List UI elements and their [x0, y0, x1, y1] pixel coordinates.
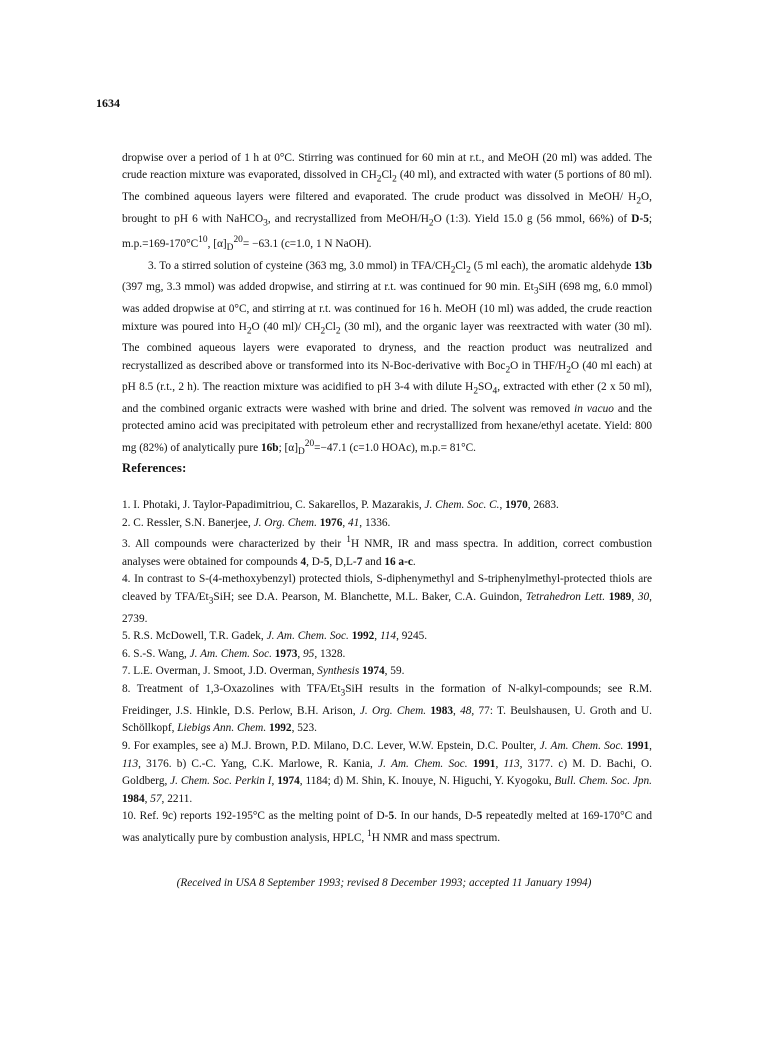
paragraph: dropwise over a period of 1 h at 0°C. Stirring was continued for 60 min at r.t., and MeOH (20 ml) was added. The crude reaction mixture was evaporated, dissolved in $CH_2Cl_2$ (40 ml), and extracted with water (5 portions of 80 ml). The combined aqueous layers were filtered and evaporated. The crude product was dissolved in MeOH/ $H_2O$, brought to pH 6 with NaHCO$_3$, and recrystallized from MeOH/$H_2O$ (1:3). Yield 15.0 g (56 mmol, 66%) of D-5; $m.p.=169-170^\circ C^{10}$, $[\alpha]_D^{20}= -63.1$ (c=1.0, 1 N NaOH). — [122, 152, 653, 254]
reference-item: 6. S.-S. Wang, J. Am. Chem. Soc. 1973, 95, 1328. — [122, 647, 346, 660]
received-dates: (Received in USA 8 September 1993; revised 8 December 1993; accepted 11 January 1994) — [176, 877, 592, 889]
references-list — [122, 497, 652, 847]
reference-item: 3. All compounds were characterized by their $^1$H NMR, IR and mass spectra. In addition, correct combustion analyses were obtained for compounds 4, D-5, D,L-7 and 16 a-c. — [122, 535, 652, 568]
reference-item: 4. In contrast to S-(4-methoxybenzyl) protected thiols, S-diphenymethyl and S-triphenylmethyl-protected thiols are cleaved by TFA/$Et_3SiH$; see D.A. Pearson, M. Blanchette, M.L. Baker, C.A. Guindon, Tetrahedron Lett. 1989, 30, 2739. — [122, 573, 652, 625]
reference-item: 10. Ref. 9c) reports 192-195°C as the melting point of D-5. In our hands, D-5 repeatedly melted at 169-170°C and was analytically pure by combustion analysis, HPLC, $^1$H NMR and mass spectrum. — [122, 810, 652, 844]
reference-item: 8. Treatment of 1,3-Oxazolines with TFA/$Et_3SiH$ results in the formation of N-alkyl-compounds; see R.M. Freidinger, J.S. Hinkle, D.S. Perlow, B.H. Arison, J. Org. Chem. 1983, 48, 77: T. Beulshausen, U. Groth and U. Schöllkopf, Liebigs Ann. Chem. 1992, 523. — [122, 682, 652, 735]
page-number: 1634 — [96, 96, 120, 110]
reference-item: 1. I. Photaki, J. Taylor-Papadimitriou, C. Sakarellos, P. Mazarakis, J. Chem. Soc. C., 1970, 2683. — [122, 499, 559, 511]
references-heading: References: — [122, 461, 187, 475]
reference-item: 7. L.E. Overman, J. Smoot, J.D. Overman, Synthesis 1974, 59. — [122, 665, 405, 678]
reference-item: 5. R.S. McDowell, T.R. Gadek, J. Am. Chem. Soc. 1992, 114, 9245. — [122, 630, 428, 643]
reference-item: 9. For examples, see a) M.J. Brown, P.D. Milano, D.C. Lever, W.W. Epstein, D.C. Poulter, J. Am. Chem. Soc. 1991, 113, 3176. b) C.-C. Yang, C.K. Marlowe, R. Kania, J. Am. Chem. Soc. 1991, 113, 3177. c) M. D. Bachi, O. Goldberg, J. Chem. Soc. Perkin I, 1974, 1184; d) M. Shin, K. Inouye, N. Higuchi, Y. Kyogoku, Bull. Chem. Soc. Jpn. 1984, 57, 2211. — [122, 739, 652, 805]
paragraph: 3. To a stirred solution of cysteine (363 mg, 3.0 mmol) in TFA/$CH_2Cl_2$ (5 ml each), the aromatic aldehyde 13b (397 mg, 3.3 mmol) was added dropwise, and stirring at r.t. was continued for 90 min. $Et_3SiH$ (698 mg, 6.0 mmol) was added dropwise at 0°C, and stirring at r.t. was continued for 16 h. MeOH (10 ml) was added, the crude reaction mixture was poured into $H_2O$ (40 ml)/ $CH_2Cl_2$ (30 ml), and the organic layer was reextracted with water (30 ml). The combined aqueous layers were evaporated to dryness, and the reaction product was neutralized and recrystallized as described above or transformed into its N-Boc-derivative with Boc$_2$O in THF/$H_2O$ (40 ml each) at pH 8.5 (r.t., 2 h). The reaction mixture was acidified to pH 3-4 with dilute $H_2SO_4$, extracted with ether (2 x 50 ml), and the combined organic extracts were washed with brine and dried. The solvent was removed in vacuo and the protected amino acid was precipitated with petroleum ether and recrystallized from hexane/ethyl acetate. Yield: 800 mg (82%) of analytically pure 16b; $[\alpha]_D^{20}=-47.1$ (c=1.0 HOAc), m.p.= 81°C. — [122, 259, 653, 457]
body-text — [122, 150, 652, 461]
reference-item: 2. C. Ressler, S.N. Banerjee, J. Org. Chem. 1976, 41, 1336. — [122, 516, 391, 529]
